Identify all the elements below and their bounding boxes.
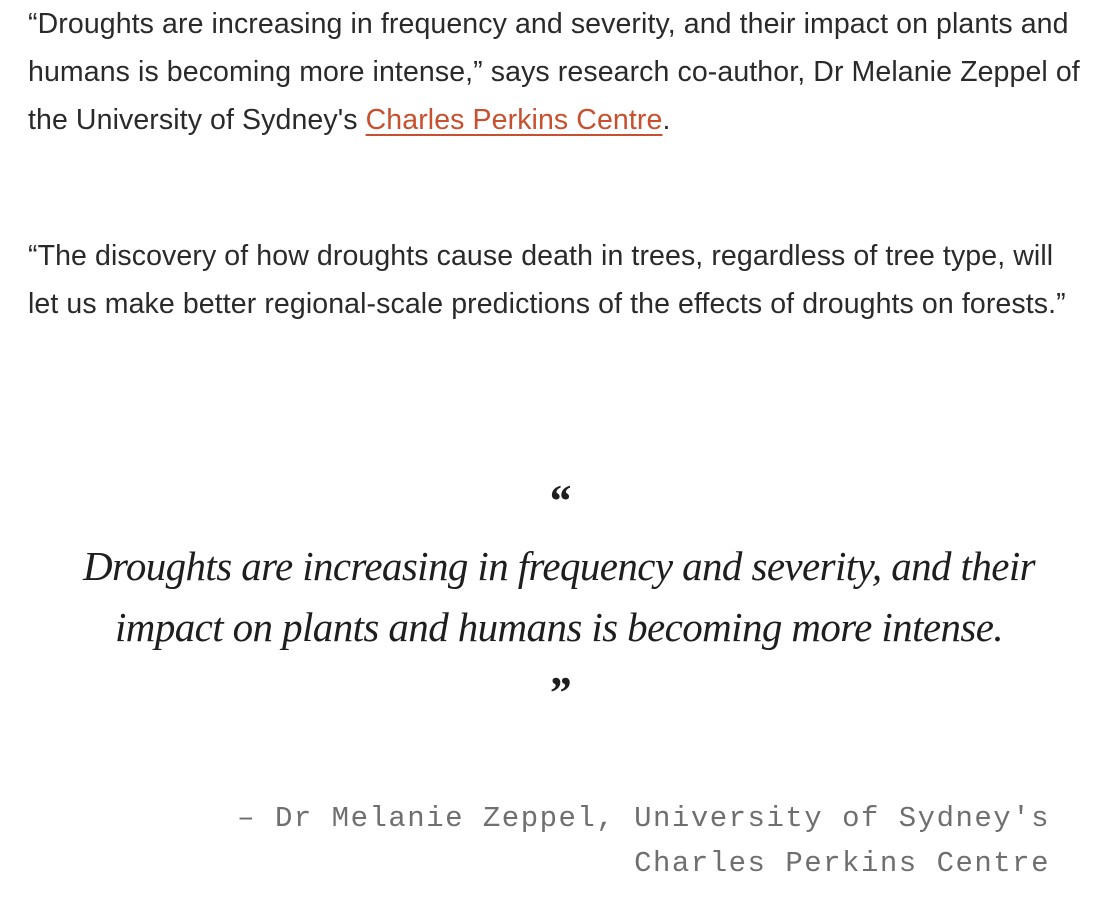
close-quote-icon: ” [547,667,571,718]
paragraph-quote-1 [28,0,1088,144]
pull-quote [0,475,1118,718]
attribution-line-1: – Dr Melanie Zeppel, University of Sydney's [237,802,1050,835]
paragraph-text: “Droughts are increasing in frequency and severity, and their impact on plants and humans is becoming more intense,” says research co-author, Dr Melanie Zeppel of the University of Sydney's [28,8,1080,136]
paragraph-period: . [662,104,671,136]
paragraph-quote-2: “The discovery of how droughts cause death in trees, regardless of tree type, will let us make better regional-scale predictions of the effects of droughts on forests.” [28,240,1066,320]
charles-perkins-centre-link[interactable]: Charles Perkins Centre [365,104,663,136]
attribution-line-2: Charles Perkins Centre [634,847,1050,880]
pull-quote-text: Droughts are increasing in frequency and severity, and their impact on plants and humans is becoming more intense. [82,543,1035,650]
pull-quote-attribution [150,796,1050,886]
open-quote-icon: “ [547,475,571,526]
